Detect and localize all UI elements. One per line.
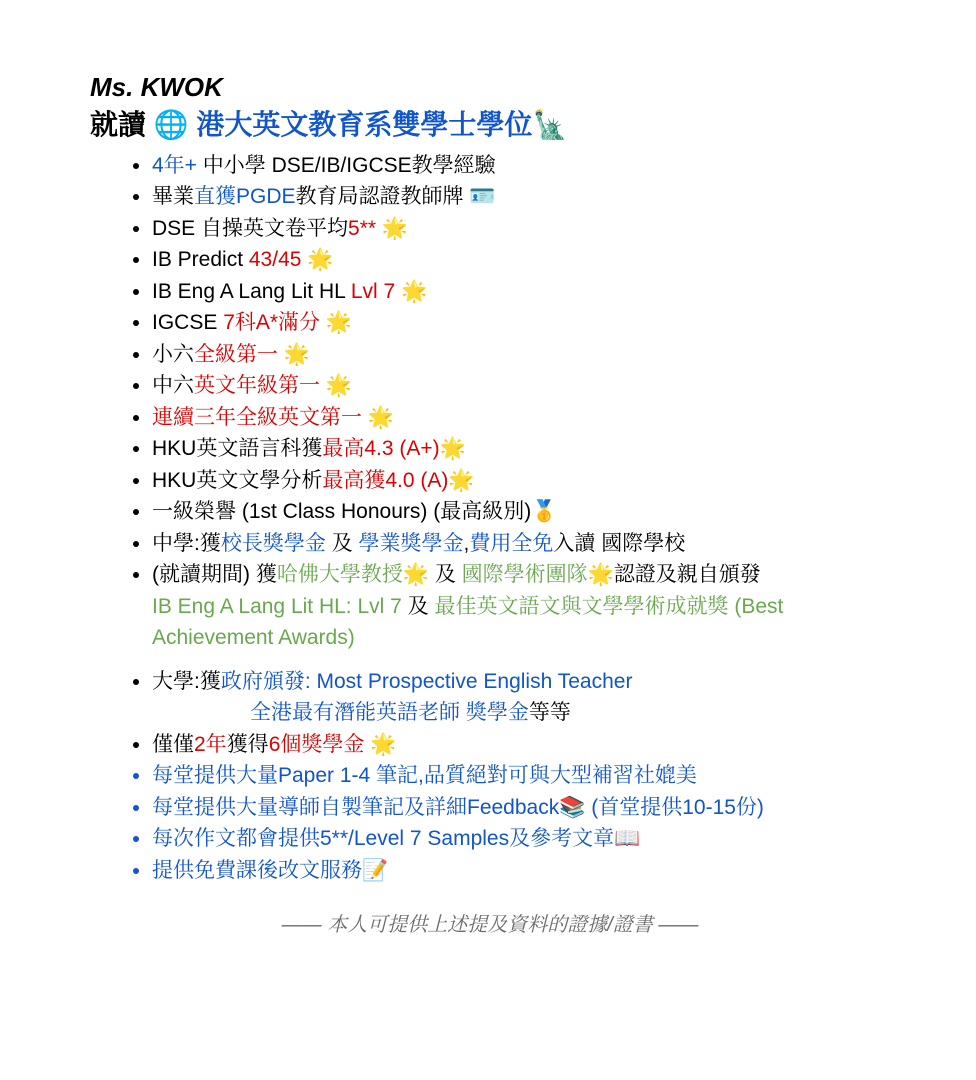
text-segment: 全港最有潛能英語老師 獎學金 [250, 701, 529, 725]
statue-of-liberty-icon: 🗽 [532, 109, 568, 141]
glowing-star-icon: 🌟 [401, 279, 428, 303]
list-item-line [152, 244, 956, 276]
list-item [152, 855, 956, 887]
list-item [152, 370, 956, 402]
text-segment: 學業獎學金 [358, 531, 464, 555]
text-segment: IGCSE [152, 311, 224, 335]
text-segment: 及 [325, 531, 359, 555]
text-segment: 英文年級第一 [194, 374, 320, 398]
text-segment: 校長獎學金 [220, 531, 326, 555]
glowing-star-icon: 🌟 [283, 342, 310, 366]
glowing-star-icon: 🌟 [367, 405, 394, 429]
globe-icon: 🌐 [153, 109, 189, 141]
glowing-star-icon: 🌟 [402, 563, 429, 587]
text-segment: HKU英文文學分析 [152, 468, 323, 492]
list-item-line [152, 559, 956, 591]
list-item-line [152, 591, 956, 623]
text-segment: 哈佛大學教授 [276, 563, 403, 587]
glowing-star-icon: 🌟 [381, 216, 409, 240]
glowing-star-icon: 🌟 [439, 437, 466, 461]
text-segment: 就讀 [90, 109, 154, 141]
list-item [152, 276, 956, 308]
list-item [152, 433, 956, 465]
list-item-line [152, 760, 956, 792]
text-segment: 每堂提供大量導師自製筆記及詳細Feedback [152, 795, 560, 819]
memo-icon: 📝 [362, 858, 389, 882]
text-segment: 直獲PGDE [194, 185, 296, 209]
text-segment: 43/45 [248, 248, 302, 272]
books-icon: 📚 [559, 795, 586, 819]
list-item [152, 465, 956, 497]
text-segment: (首堂提供10-15份) [591, 795, 764, 819]
text-segment: 6個獎學金 [268, 732, 365, 756]
text-segment: Achievement Awards) [152, 626, 355, 650]
text-segment: 7科A*滿分 [223, 311, 321, 335]
glowing-star-icon: 🌟 [307, 248, 334, 272]
text-segment: 國際學術團隊 [461, 563, 588, 587]
text-segment: 大學:獲 [152, 669, 221, 693]
list-item [152, 339, 956, 371]
tutor-name: Ms. KWOK [90, 72, 223, 102]
list-item [152, 729, 956, 761]
text-segment: 教育局認證教師牌 [295, 185, 470, 209]
list-item-line [152, 213, 956, 245]
open-book-icon: 📖 [614, 827, 641, 851]
text-segment: 及 [428, 563, 462, 587]
list-item-line [152, 622, 956, 654]
list-item [152, 402, 956, 434]
list-item-line [152, 402, 956, 434]
glowing-star-icon: 🌟 [448, 468, 475, 492]
teaching-list [90, 760, 956, 886]
list-item [152, 559, 956, 654]
text-segment: 小六 [152, 342, 194, 366]
text-segment: 政府頒發: Most Prospective English Teacher [220, 669, 633, 693]
text-segment: HKU英文語言科獲 [152, 437, 323, 461]
list-item-line [152, 729, 956, 761]
list-item [152, 213, 956, 245]
text-segment: IB Predict [152, 248, 249, 272]
text-segment: 2年 [194, 732, 227, 756]
text-segment: 連續三年全級英文第一 [152, 405, 362, 429]
text-segment: 最高4.3 (A+) [322, 437, 440, 461]
text-segment: 港大英文教育系雙學士學位 [188, 109, 533, 141]
list-item-line [152, 855, 956, 887]
gold-medal-icon: 🥇 [531, 500, 558, 524]
text-segment: 一級榮譽 (1st Class Honours) (最高級別) [152, 500, 532, 524]
text-segment: 及 [407, 594, 429, 618]
list-item-line [152, 370, 956, 402]
text-segment: 中小學 DSE/IB/IGCSE教學經驗 [196, 153, 496, 177]
footer-note: —— 本人可提供上述提及資料的證據/證書 —— [281, 914, 699, 937]
text-segment: 每堂提供大量Paper 1-4 筆記,品質絕對可與大型補習社媲美 [152, 764, 697, 788]
text-segment: , [463, 531, 470, 555]
text-segment: 全級第一 [194, 342, 278, 366]
text-segment: 最高獲4.0 (A) [322, 468, 449, 492]
text-segment: 5** [348, 216, 377, 240]
list-item-line [152, 276, 956, 308]
list-item-line [152, 150, 956, 182]
text-segment: IB Eng A Lang Lit HL: Lvl 7 [152, 594, 408, 618]
degree-heading [90, 107, 956, 143]
list-item-line [152, 181, 956, 213]
text-segment: 每次作文都會提供5**/Level 7 Samples及參考文章 [152, 827, 615, 851]
qualifications-list [90, 150, 956, 528]
list-item-line [152, 666, 956, 698]
text-segment: 畢業 [152, 185, 194, 209]
text-segment: 等等 [528, 701, 571, 725]
list-item [152, 181, 956, 213]
list-item-line [152, 496, 956, 528]
list-item-line [152, 528, 956, 560]
list-item [152, 307, 956, 339]
list-item [152, 244, 956, 276]
text-segment: 最佳英文語文與文學學術成就獎 (Best [428, 594, 784, 618]
list-item [152, 528, 956, 560]
text-segment: 中學:獲 [152, 531, 221, 555]
glowing-star-icon: 🌟 [325, 374, 352, 398]
text-segment: 獲得 [226, 732, 269, 756]
list-item [152, 666, 956, 729]
glowing-star-icon: 🌟 [587, 563, 614, 587]
list-item [152, 823, 956, 855]
text-segment: Lvl 7 [350, 279, 396, 303]
list-item-line [152, 823, 956, 855]
text-segment: DSE 自操英文卷平均 [152, 216, 349, 240]
list-item [152, 496, 956, 528]
list-item [152, 792, 956, 824]
glowing-star-icon: 🌟 [325, 311, 353, 335]
text-segment: 費用全免 [469, 531, 554, 555]
list-item [152, 150, 956, 182]
list-item-line [152, 697, 956, 729]
text-segment: (就讀期間) 獲 [152, 563, 277, 587]
list-item [152, 760, 956, 792]
list-item-line [152, 465, 956, 497]
list-item-line [152, 792, 956, 824]
awards-list [90, 528, 956, 761]
list-item-line [152, 433, 956, 465]
glowing-star-icon: 🌟 [370, 732, 397, 756]
text-segment: 提供免費課後改文服務 [152, 858, 362, 882]
text-segment: 入讀 國際學校 [553, 531, 686, 555]
text-segment: 認證及親自頒發 [613, 563, 761, 587]
list-item-line [152, 307, 956, 339]
list-item-line [152, 339, 956, 371]
text-segment: 中六 [152, 374, 194, 398]
text-segment: 僅僅 [152, 732, 194, 756]
text-segment: 4年+ [152, 153, 197, 177]
id-card-icon: 🪪 [469, 185, 496, 209]
text-segment: IB Eng A Lang Lit HL [152, 279, 351, 303]
